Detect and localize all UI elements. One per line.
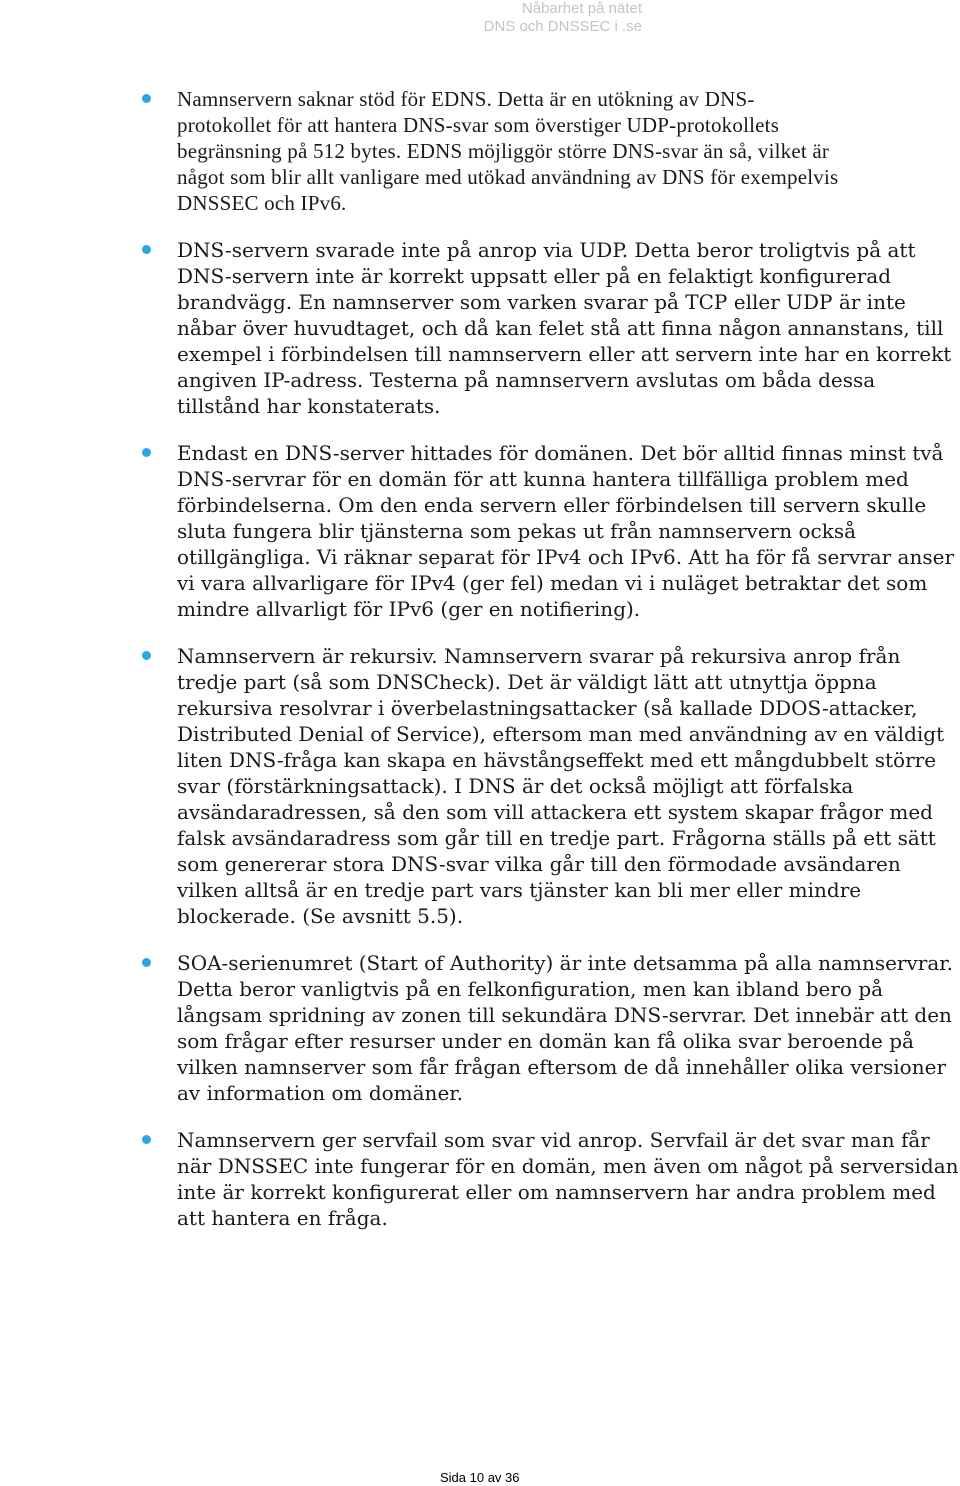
list-item bbox=[142, 440, 960, 622]
document-body bbox=[142, 86, 960, 1252]
bullet-dot-icon bbox=[142, 94, 151, 103]
page-header bbox=[484, 0, 642, 36]
bullet-dot-icon bbox=[142, 245, 151, 254]
list-item-text: Namnservern saknar stöd för EDNS. Detta är en utökning av DNS- protokollet för att hantera DNS-svar som överstiger UDP-protokollets begränsning på 512 bytes. EDNS möjliggör större DNS-svar än så, vilket är något som blir allt vanligare med utökad användning av DNS för exempelvis DNSSEC och IPv6. bbox=[177, 87, 839, 215]
list-item-text: SOA-serienumret (Start of Authority) är inte detsamma på alla namnservrar. Detta beror vanligtvis på en felkonfiguration, men kan ibland bero på långsam spridning av zonen till sekundära DNS-servrar. Det innebär att den som frågar efter resurser under en domän kan få olika svar beroende på vilken namnserver som får frågan eftersom de då innehåller olika versioner av information om domäner. bbox=[177, 951, 953, 1105]
bullet-dot-icon bbox=[142, 448, 151, 457]
list-item bbox=[142, 950, 960, 1106]
list-item bbox=[142, 86, 960, 216]
page-number: Sida 10 av 36 bbox=[440, 1470, 520, 1485]
header-subtitle: DNS och DNSSEC i .se bbox=[483, 18, 642, 35]
list-item bbox=[142, 643, 960, 929]
header-title: Nåbarhet på nätet bbox=[521, 0, 642, 17]
list-item-text: Namnservern är rekursiv. Namnservern svarar på rekursiva anrop från tredje part (så som DNSCheck). Det är väldigt lätt att utnyttja öppna rekursiva resolvrar i överbelastningsattacker (så kallade DDOS-attacker, Distributed Denial of Service), eftersom man med användning av en väldigt liten DNS-fråga kan skapa en hävstångseffekt med ett mångdubbelt större svar (förstärkningsattack). I DNS är det också möjligt att förfalska avsändaradressen, så den som vill attackera ett system skapar frågor med falsk avsändaradress som går till en tredje part. Frågorna ställs på ett sätt som genererar stora DNS-svar vilka går till den förmodade avsändaren vilken alltså är en tredje part vars tjänster kan bli mer eller mindre blockerade. (Se avsnitt 5.5). bbox=[177, 644, 945, 928]
list-item bbox=[142, 1127, 960, 1231]
bullet-dot-icon bbox=[142, 1135, 151, 1144]
bullet-list bbox=[142, 86, 960, 1231]
list-item bbox=[142, 237, 960, 419]
bullet-dot-icon bbox=[142, 651, 151, 660]
bullet-dot-icon bbox=[142, 958, 151, 967]
list-item-text: DNS-servern svarade inte på anrop via UDP. Detta beror troligtvis på att DNS-servern inte är korrekt uppsatt eller på en felaktigt konfigurerad brandvägg. En namnserver som varken svarar på TCP eller UDP är inte nåbar över huvudtaget, och då kan felet stå att finna någon annanstans, till exempel i förbindelsen till namnservern eller att servern inte har en korrekt angiven IP-adress. Testerna på namnservern avslutas om båda dessa tillstånd har konstaterats. bbox=[177, 238, 952, 418]
list-item-text: Namnservern ger servfail som svar vid anrop. Servfail är det svar man får när DNSSEC inte fungerar för en domän, men även om något på serversidan inte är korrekt konfigurerat eller om namnservern har andra problem med att hantera en fråga. bbox=[177, 1128, 959, 1230]
list-item-text: Endast en DNS-server hittades för domänen. Det bör alltid finnas minst två DNS-servrar för en domän för att kunna hantera tillfälliga problem med förbindelserna. Om den enda servern eller förbindelsen till servern skulle sluta fungera blir tjänsterna som pekas ut från namnservern också otillgängliga. Vi räknar separat för IPv4 och IPv6. Att ha för få servrar anser vi vara allvarligare för IPv4 (ger fel) medan vi i nuläget betraktar det som mindre allvarligt för IPv6 (ger en notifiering). bbox=[177, 441, 955, 621]
